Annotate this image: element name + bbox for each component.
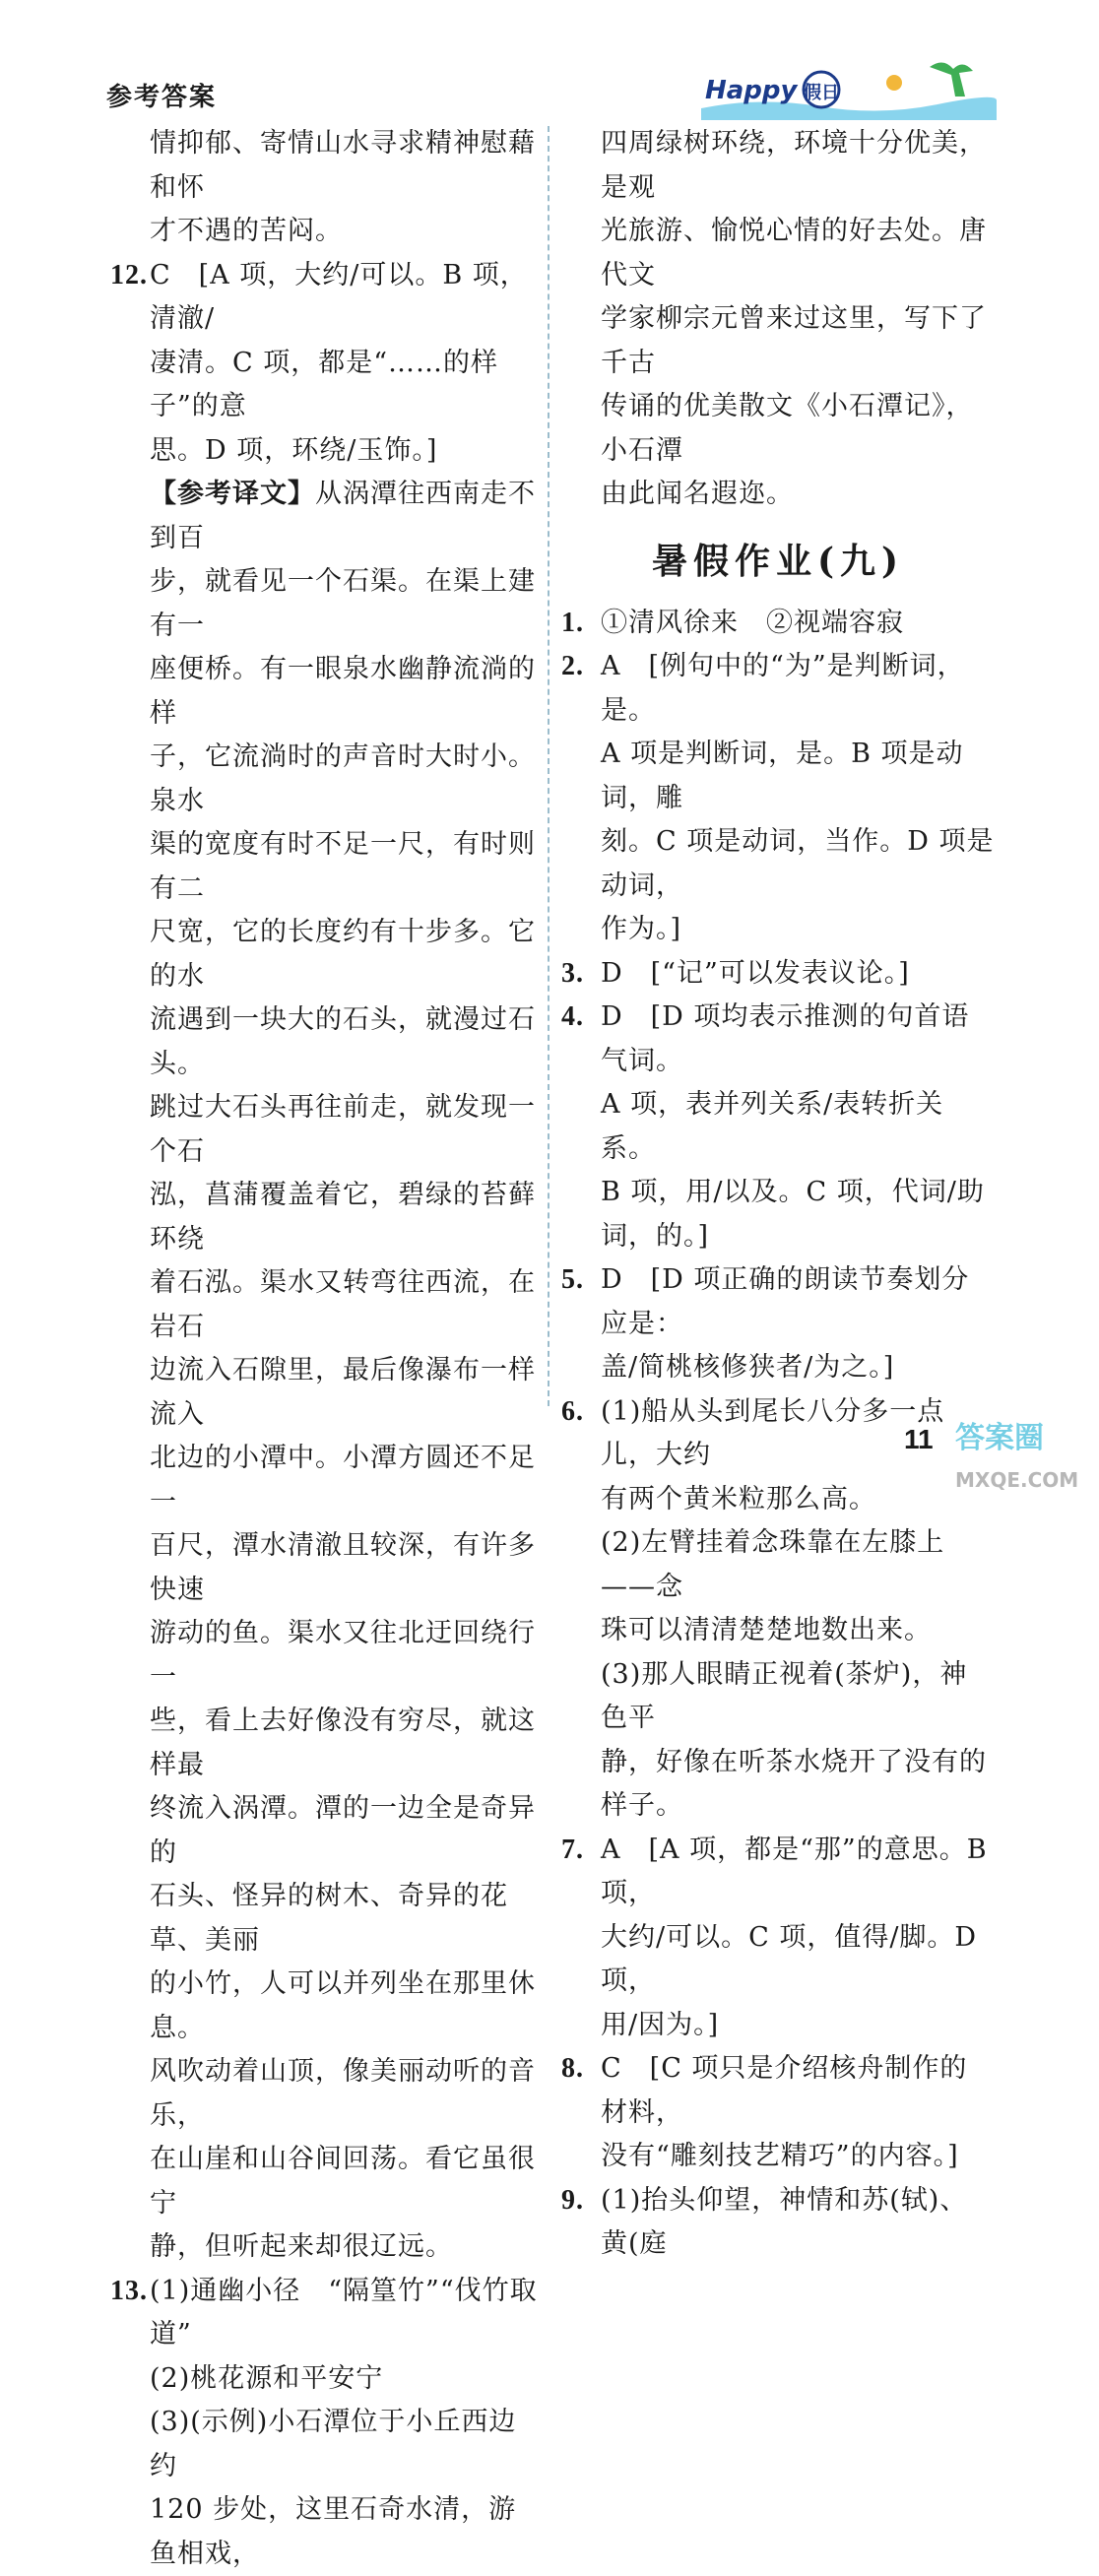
answer-13-continued: 四周绿树环绕，环境十分优美，是观 光旅游、愉悦心情的好去处。唐代文 学家柳宗元曾来过这里，写下了千古 传诵的优美散文《小石潭记》，小石潭 由此闻名遐迩。 bbox=[561, 122, 995, 517]
svg-text:假日: 假日 bbox=[804, 82, 839, 103]
answer-13: 13. (1)通幽小径 “隔篁竹”“伐竹取道” (2)桃花源和平安宁 (3)(示例)小石潭位于小丘西边约 120 步处，这里石奇水清，游鱼相戏， bbox=[110, 2270, 544, 2576]
translation-tag: 【参考译文】 bbox=[150, 479, 315, 509]
watermark-url: MXQE.COM bbox=[955, 1468, 1078, 1492]
answer-8: 8. C [C 项只是介绍核舟制作的材料， 没有“雕刻技艺精巧”的内容。] bbox=[561, 2047, 995, 2179]
answer-12: 12. C [A 项，大约/可以。B 项，清澈/ 凄清。C 项，都是“……的样子”的意 思。D 项，环绕/玉饰。] bbox=[110, 254, 544, 474]
header-title: 参考答案 bbox=[106, 77, 217, 113]
left-column bbox=[110, 122, 544, 2576]
happy-holiday-logo bbox=[701, 57, 997, 120]
watermark-text: 答案圈 bbox=[955, 1421, 1044, 1455]
right-column bbox=[561, 122, 995, 2267]
column-divider bbox=[548, 126, 550, 1406]
answer-4: 4. D [D 项均表示推测的句首语气词。 A 项，表并列关系/表转折关系。 B 项，用/以及。C 项，代词/助词，的。] bbox=[561, 996, 995, 1258]
answer-11-continued: 情抑郁、寄情山水寻求精神慰藉和怀 才不遇的苦闷。 bbox=[110, 122, 544, 254]
answer-7: 7. A [A 项，都是“那”的意思。B 项， 大约/可以。C 项，值得/脚。D 项， 用/因为。] bbox=[561, 1829, 995, 2048]
watermark-logo bbox=[945, 1408, 1093, 1507]
answer-1: 1. ①清风徐来 ②视端容寂 bbox=[561, 602, 995, 646]
page-number: 11 bbox=[904, 1424, 934, 1455]
svg-text:Happy: Happy bbox=[705, 76, 799, 105]
answer-5: 5. D [D 项正确的朗读节奏划分应是： 盖/简桃核修狭者/为之。] bbox=[561, 1258, 995, 1390]
reference-translation: 【参考译文】从涡潭往西南走不到百 步，就看见一个石渠。在渠上建有一 座便桥。有一眼泉水幽静流淌的样 子，它流淌时的声音时大时小。泉水 渠的宽度有时不足一尺，有时则有二 尺宽，它的长度约有十步多。它的水 流遇到一块大的石头，就漫过石头。 跳过大石头再往前走，就发现一个石 泓，菖蒲覆盖着它，碧绿的苔藓环绕 着石泓。渠水又转弯往西流，在岩石 边流入石隙里，最后像瀑布一样流入 北边的小潭中。小潭方圆还不足一 百尺，潭水清澈且较深，有许多快速 游动的鱼。渠水又往北迂回绕行一 些，看上去好像没有穷尽，就这样最 终流入涡潭。潭的一边全是奇异的 石头、怪异的树木、奇异的花草、美丽 的小竹，人可以并列坐在那里休息。 风吹动着山顶，像美丽动听的音乐， 在山崖和山谷间回荡。看它虽很宁 静，但听起来却很辽远。 bbox=[110, 473, 544, 2270]
answer-9: 9. (1)抬头仰望，神情和苏(轼)、黄(庭 bbox=[561, 2179, 995, 2267]
answer-3: 3. D [“记”可以发表议论。] bbox=[561, 952, 995, 997]
section-title: 暑假作业(九) bbox=[561, 535, 995, 588]
answer-6: 6. (1)船从头到尾长八分多一点儿，大约 有两个黄米粒那么高。 (2)左臂挂着念珠靠在左膝上——念 珠可以清清楚楚地数出来。 (3)那人眼睛正视着(茶炉)，神色平 静，好像在听茶水烧开了没有的样子。 bbox=[561, 1390, 995, 1829]
answer-2: 2. A [例句中的“为”是判断词，是。 A 项是判断词，是。B 项是动词，雕 刻。C 项是动词，当作。D 项是动词， 作为。] bbox=[561, 645, 995, 952]
